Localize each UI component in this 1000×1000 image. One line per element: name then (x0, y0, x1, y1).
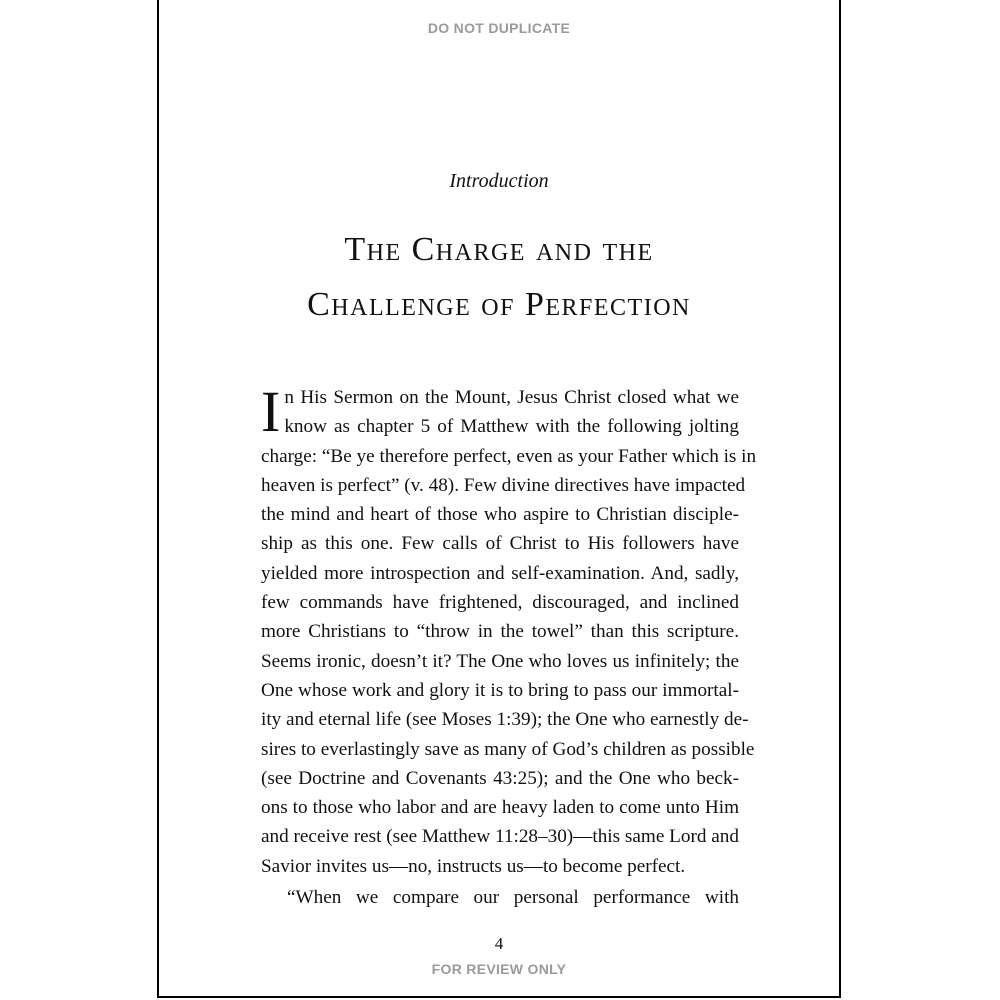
text-line: Savior invites us—no, instructs us—to become perfect. (261, 855, 686, 877)
watermark-top: DO NOT DUPLICATE (427, 20, 571, 36)
text-line: charge: “Be ye therefore perfect, even as your Father which is in (261, 445, 757, 467)
text-line: Seems ironic, doesn’t it? The One who loves us infinitely; the (261, 650, 739, 672)
book-page (157, 0, 841, 998)
text-line: few commands have frightened, discouraged, and inclined (261, 592, 739, 614)
chapter-title (159, 222, 839, 332)
text-line: (see Doctrine and Covenants 43:25); and the One who beck- (261, 767, 739, 789)
text-line: heaven is perfect” (v. 48). Few divine directives have impacted (261, 474, 746, 496)
body-text (261, 379, 757, 912)
text-line: ity and eternal life (see Moses 1:39); the One who earnestly de- (261, 709, 749, 731)
text-line: more Christians to “throw in the towel” than this scripture. (261, 621, 739, 643)
chapter-title-line-2: Challenge of Perfection (307, 286, 691, 323)
watermark-bottom: FOR REVIEW ONLY (431, 961, 567, 977)
text-line: “When we compare our personal performance with (287, 887, 739, 909)
text-line: sires to everlastingly save as many of God’s children as possible (261, 738, 755, 760)
paragraph-2 (261, 883, 739, 912)
paragraph-1 (261, 379, 757, 881)
text-line: yielded more introspection and self-examination. And, sadly, (261, 562, 739, 584)
text-line: n His Sermon on the Mount, Jesus Christ closed what we (284, 387, 739, 408)
text-line: ship as this one. Few calls of Christ to His followers have (261, 533, 739, 555)
drop-cap: I (261, 379, 281, 444)
chapter-title-line-1: The Charge and the (344, 231, 654, 268)
text-line: and receive rest (see Matthew 11:28–30)—this same Lord and (261, 826, 739, 848)
text-line: know as chapter 5 of Matthew with the following jolting (284, 416, 739, 438)
page-number: 4 (494, 934, 504, 953)
text-line: the mind and heart of those who aspire to Christian disciple- (261, 504, 739, 526)
chapter-label: Introduction (449, 170, 549, 192)
text-line: ons to those who labor and are heavy laden to come unto Him (261, 797, 739, 819)
text-line: One whose work and glory it is to bring to pass our immortal- (261, 679, 739, 701)
